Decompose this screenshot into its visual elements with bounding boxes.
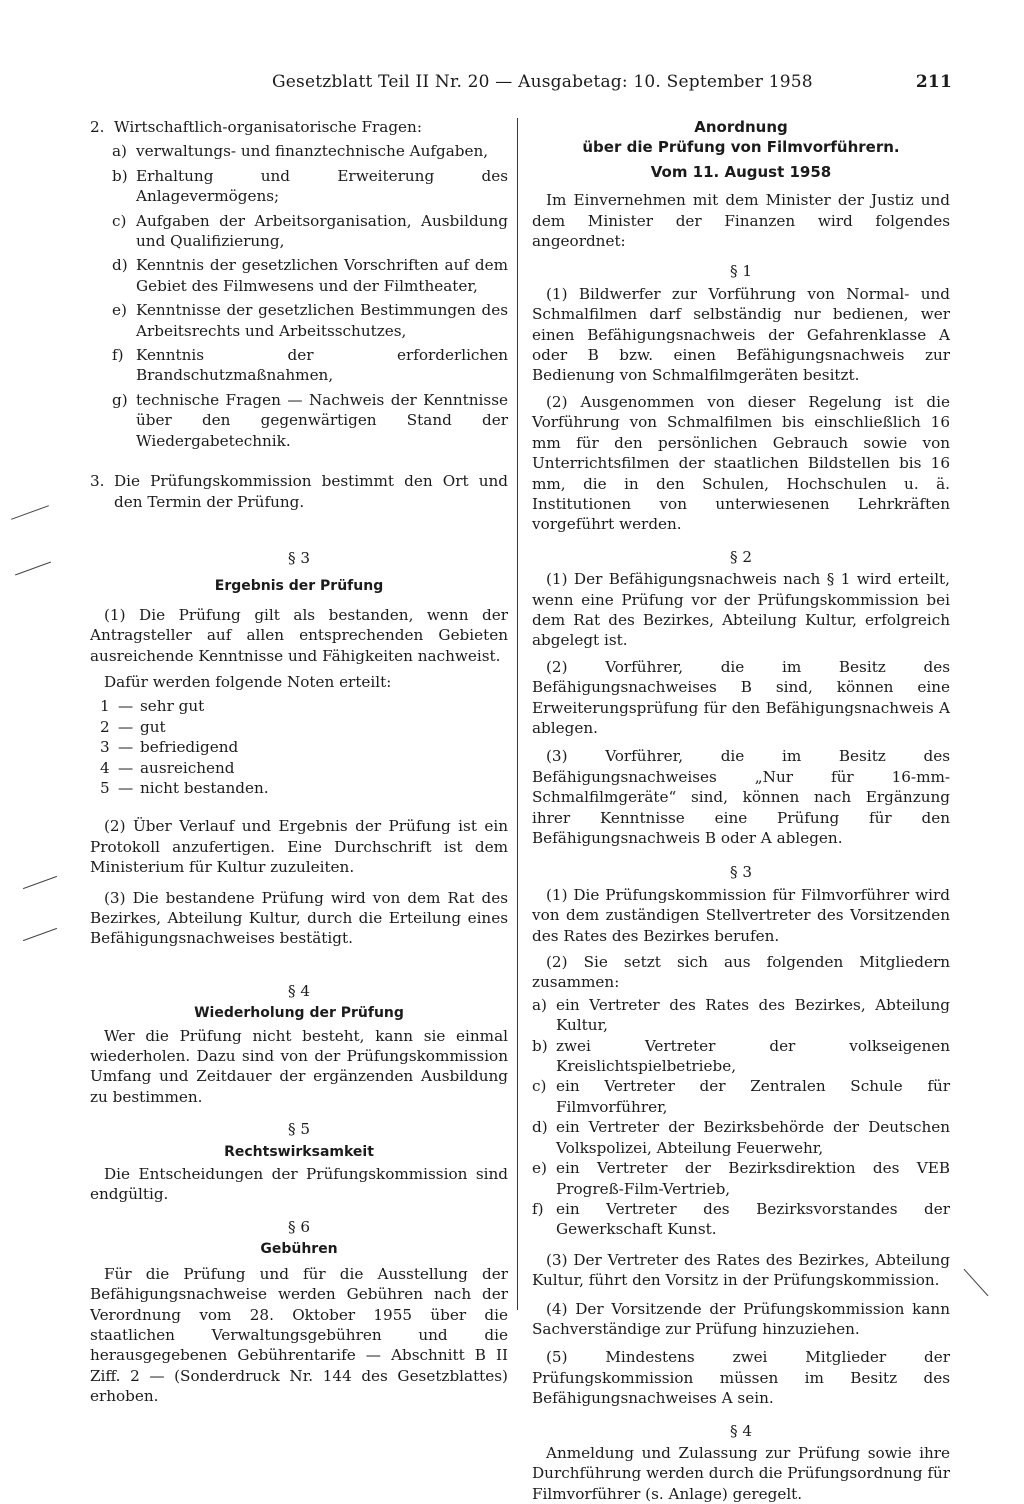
grade-number: 3 <box>100 738 110 757</box>
sub-label: d) <box>112 256 128 275</box>
item-3 <box>90 471 508 512</box>
member-f <box>532 1199 950 1240</box>
section-3-paragraph-3: (3) Die bestandene Prüfung wird von dem Rat des Bezirkes, Abteilung Kultur, durch die Erteilung eines Befähigungsnachweises bestätigt. <box>90 888 508 948</box>
r-section-3-paragraph-3: (3) Der Vertreter des Rates des Bezirkes, Abteilung Kultur, führt den Vorsitz in der Prüfungskommission. <box>532 1250 950 1290</box>
margin-mark <box>23 928 57 941</box>
grade-text: sehr gut <box>140 697 205 716</box>
header-title: Gesetzblatt Teil II Nr. 20 — Ausgabetag: 10. September 1958 <box>272 72 813 92</box>
grade-number: 5 <box>100 778 110 797</box>
item-2-sub-e <box>112 300 508 341</box>
sub-text: Kenntnis der gesetzlichen Vorschriften auf dem Gebiet des Filmwesens und der Filmtheater, <box>136 256 508 295</box>
member-label: a) <box>532 995 547 1014</box>
sub-text: Erhaltung und Erweiterung des Anlagevermögens; <box>136 166 508 206</box>
r-section-1-number: § 1 <box>729 262 753 281</box>
margin-mark <box>23 876 57 889</box>
page-number: 211 <box>915 72 952 92</box>
section-4-heading: Wiederholung der Prüfung <box>194 1005 404 1022</box>
r-section-4-number: § 4 <box>729 1421 753 1440</box>
item-2-sub-a <box>112 141 508 161</box>
grade-number: 1 <box>100 697 110 716</box>
ordinance-title: Anordnung <box>694 118 788 136</box>
ordinance-subtitle: über die Prüfung von Filmvorführern. <box>582 138 900 157</box>
member-text: ein Vertreter der Bezirksdirektion des VEB Progreß-Film-Vertrieb, <box>556 1159 950 1198</box>
member-d <box>532 1117 950 1158</box>
r-section-1-paragraph-1: (1) Bildwerfer zur Vorführung von Normal- und Schmalfilmen darf selbständig nur bedienen, wer einen Befähigungsnachweis der Gefahrenklasse A oder B bzw. einen Befähigungsnachweis zur Bedienung von Schmalfilmgeräten besitzt. <box>532 284 950 385</box>
item-2-sub-b <box>112 166 508 207</box>
page-header <box>272 72 952 100</box>
right-column <box>532 117 950 1504</box>
grade-number: 4 <box>100 758 110 777</box>
grade-row <box>100 758 508 778</box>
grades-intro: Dafür werden folgende Noten erteilt: <box>104 672 392 691</box>
sub-label: e) <box>112 301 127 320</box>
member-text: ein Vertreter des Bezirksvorstandes der Gewerkschaft Kunst. <box>556 1199 950 1239</box>
item-3-text: Die Prüfungskommission bestimmt den Ort und den Termin der Prüfung. <box>114 472 508 511</box>
member-text: ein Vertreter der Zentralen Schule für Filmvorführer, <box>556 1077 950 1116</box>
column-divider <box>517 118 518 1310</box>
item-2-sub-c <box>112 211 508 252</box>
grade-row <box>100 717 508 737</box>
grade-text: nicht bestanden. <box>140 778 269 797</box>
member-label: d) <box>532 1118 548 1137</box>
grade-dash: — <box>118 738 134 757</box>
margin-mark <box>11 505 49 520</box>
item-2-sub-g <box>112 390 508 451</box>
section-3-heading: Ergebnis der Prüfung <box>214 578 384 595</box>
section-5-heading: Rechtswirksamkeit <box>224 1143 374 1160</box>
section-3-paragraph-1: (1) Die Prüfung gilt als bestanden, wenn der Antragsteller auf allen entsprechenden Gebieten ausreichende Kenntnisse und Fähigkeiten nachweist. <box>90 605 508 665</box>
member-text: zwei Vertreter der volkseigenen Kreislichtspielbetriebe, <box>556 1036 950 1076</box>
r-section-2-paragraph-1: (1) Der Befähigungsnachweis nach § 1 wird erteilt, wenn eine Prüfung vor der Prüfungskommission bei dem Rat des Bezirkes, Abteilung Kultur, erfolgreich abgelegt ist. <box>532 570 950 650</box>
sub-text: Aufgaben der Arbeitsorganisation, Ausbildung und Qualifizierung, <box>136 211 508 251</box>
r-section-3-number: § 3 <box>729 863 753 882</box>
margin-mark <box>15 562 51 576</box>
section-5-number: § 5 <box>287 1120 311 1139</box>
sub-text: Kenntnis der erforderlichen Brandschutzmaßnahmen, <box>136 346 508 385</box>
r-section-2-paragraph-2: (2) Vorführer, die im Besitz des Befähigungsnachweises B sind, können eine Erweiterungsprüfung für den Befähigungsnachweis A ablegen. <box>532 657 950 737</box>
grade-text: befriedigend <box>140 738 239 757</box>
ordinance-date: Vom 11. August 1958 <box>650 162 832 181</box>
section-3-number: § 3 <box>287 548 311 567</box>
r-section-3-paragraph-5: (5) Mindestens zwei Mitglieder der Prüfungskommission müssen im Besitz des Befähigungsnachweises A sein. <box>532 1348 950 1408</box>
r-section-2-paragraph-3: (3) Vorführer, die im Besitz des Befähigungsnachweises „Nur für 16-mm-Schmalfilmgeräte“ sind, können nach Ergänzung ihrer Kenntnisse eine Prüfung für den Befähigungsnachweis B oder A ablegen. <box>532 747 950 847</box>
section-6-number: § 6 <box>287 1217 311 1236</box>
sub-label: f) <box>112 346 124 365</box>
sub-label: c) <box>112 211 127 230</box>
item-2-label: 2. <box>90 118 105 136</box>
margin-mark <box>964 1269 989 1296</box>
r-section-3-paragraph-2: (2) Sie setzt sich aus folgenden Mitgliedern zusammen: <box>532 953 950 992</box>
r-section-3-paragraph-4: (4) Der Vorsitzende der Prüfungskommission kann Sachverständige zur Prüfung hinzuziehen. <box>532 1299 950 1338</box>
member-e <box>532 1158 950 1199</box>
grade-row <box>100 737 508 757</box>
section-3-paragraph-2: (2) Über Verlauf und Ergebnis der Prüfung ist ein Protokoll anzufertigen. Eine Durchschrift ist dem Ministerium für Kultur zuzuleiten. <box>90 817 508 877</box>
section-4-paragraph: Wer die Prüfung nicht besteht, kann sie einmal wiederholen. Dazu sind von der Prüfungskommission Umfang und Zeitdauer der ergänzenden Ausbildung zu bestimmen. <box>90 1026 508 1106</box>
ordinance-intro: Im Einvernehmen mit dem Minister der Justiz und dem Minister der Finanzen wird folgendes angeordnet: <box>532 191 950 251</box>
member-c <box>532 1076 950 1117</box>
sub-text: Kenntnisse der gesetzlichen Bestimmungen des Arbeitsrechts und Arbeitsschutzes, <box>136 301 508 340</box>
item-2 <box>90 117 508 137</box>
member-label: b) <box>532 1036 548 1055</box>
item-2-text: Wirtschaftlich-organisatorische Fragen: <box>114 118 422 136</box>
grade-dash: — <box>118 697 134 716</box>
section-5-paragraph: Die Entscheidungen der Prüfungskommission sind endgültig. <box>90 1165 508 1204</box>
item-2-sub-d <box>112 255 508 296</box>
sub-label: b) <box>112 166 128 185</box>
member-text: ein Vertreter des Rates des Bezirkes, Abteilung Kultur, <box>556 995 950 1035</box>
item-3-label: 3. <box>90 472 105 491</box>
grade-row <box>100 696 508 716</box>
sub-label: a) <box>112 142 127 161</box>
member-label: c) <box>532 1077 547 1096</box>
r-section-3-paragraph-1: (1) Die Prüfungskommission für Filmvorführer wird von dem zuständigen Stellvertreter des Vorsitzenden des Rates des Bezirkes berufen. <box>532 885 950 945</box>
grade-row <box>100 778 508 798</box>
grade-dash: — <box>118 778 134 797</box>
section-6-heading: Gebühren <box>260 1241 338 1258</box>
grade-text: ausreichend <box>140 758 235 777</box>
member-text: ein Vertreter der Bezirksbehörde der Deutschen Volkspolizei, Abteilung Feuerwehr, <box>556 1118 950 1157</box>
sub-text: technische Fragen — Nachweis der Kenntnisse über den gegenwärtigen Stand der Wiedergabetechnik. <box>136 390 508 450</box>
member-label: f) <box>532 1199 544 1218</box>
item-2-sub-f <box>112 345 508 386</box>
member-label: e) <box>532 1159 547 1178</box>
member-a <box>532 995 950 1036</box>
grade-number: 2 <box>100 717 110 736</box>
grade-text: gut <box>140 717 166 736</box>
grade-dash: — <box>118 758 134 777</box>
r-section-4-paragraph: Anmeldung und Zulassung zur Prüfung sowie ihre Durchführung werden durch die Prüfungsordnung für Filmvorführer (s. Anlage) geregelt. <box>532 1443 950 1503</box>
sub-text: verwaltungs- und finanztechnische Aufgaben, <box>136 142 489 161</box>
section-4-number: § 4 <box>287 981 311 1000</box>
grade-dash: — <box>118 717 134 736</box>
member-b <box>532 1036 950 1077</box>
r-section-1-paragraph-2: (2) Ausgenommen von dieser Regelung ist die Vorführung von Schmalfilmen bis einschließlich 16 mm für den persönlichen Gebrauch sowie von Unterrichtsfilmen der staatlichen Bildstellen bis 16 mm, die in den Schulen, Hochschulen u. ä. Institutionen von unterwiesenen Lehrkräften vorgeführt werden. <box>532 392 950 534</box>
sub-label: g) <box>112 390 128 409</box>
r-section-2-number: § 2 <box>729 547 753 566</box>
section-6-paragraph: Für die Prüfung und für die Ausstellung der Befähigungsnachweise werden Gebühren nach der Verordnung vom 28. Oktober 1955 über die staatlichen Verwaltungsgebühren und die herausgegebenen Gebührentarife — Abschnitt B II Ziff. 2 — (Sonderdruck Nr. 144 des Gesetzblattes) erhoben. <box>90 1264 508 1406</box>
left-column <box>90 117 508 1407</box>
